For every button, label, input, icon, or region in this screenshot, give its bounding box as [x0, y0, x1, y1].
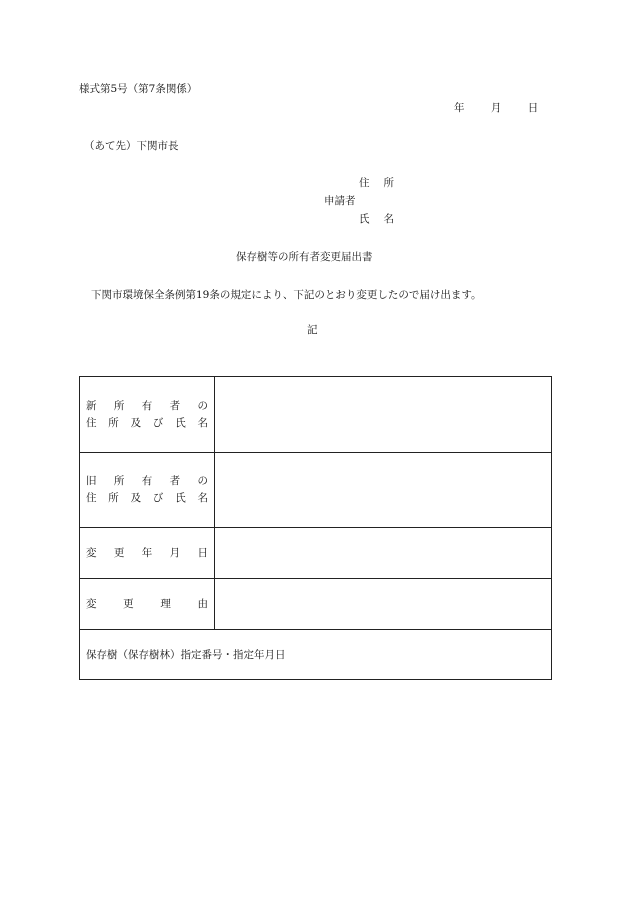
label-line [86, 596, 208, 613]
ki-marker: 記 [307, 324, 318, 336]
label-char: 住 [86, 416, 97, 429]
label-char: 名 [197, 492, 208, 504]
body-text: 下関市環境保全条例第19条の規定により、下記のとおり変更したので届け出ます。 [91, 289, 482, 301]
form-table [79, 376, 552, 680]
label-char: 月 [169, 546, 181, 559]
name-char-2: 名 [383, 213, 394, 225]
table-row [80, 528, 552, 579]
designation-number-label: 保存樹（保存樹林）指定番号・指定年月日 [86, 649, 286, 661]
label-char: 日 [197, 546, 208, 559]
table-row [80, 579, 552, 630]
label-char: 更 [123, 597, 134, 610]
label-char: 所 [113, 399, 125, 412]
label-line [86, 398, 208, 415]
label-char: 者 [169, 399, 181, 412]
label-char: 所 [113, 475, 125, 487]
new-owner-value[interactable] [215, 377, 552, 453]
label-line [86, 545, 208, 562]
label-char: 氏 [175, 416, 186, 429]
change-date-label [80, 528, 215, 579]
table-row [80, 453, 552, 528]
applicant-name-label [359, 211, 394, 226]
date-month: 月 [490, 102, 502, 114]
label-char: 旧 [86, 475, 97, 487]
label-line [86, 490, 208, 507]
table-row [80, 630, 552, 680]
label-char: 住 [86, 492, 97, 504]
label-char: び [152, 492, 164, 504]
label-char: 有 [141, 475, 153, 487]
label-char: 及 [130, 416, 142, 429]
label-char: の [197, 399, 208, 412]
label-line [86, 473, 208, 490]
date-year: 年 [454, 102, 465, 114]
applicant-label: 申請者 [324, 195, 356, 207]
date-line [454, 100, 538, 115]
document-title: 保存樹等の所有者変更届出書 [236, 251, 373, 263]
label-char: び [152, 416, 164, 429]
label-char: 者 [169, 475, 181, 487]
name-char-1: 氏 [359, 213, 370, 225]
label-char: 由 [197, 597, 208, 610]
label-char: 及 [130, 492, 142, 504]
address-char-1: 住 [359, 177, 370, 189]
addressee: （あて先）下関市長 [84, 140, 179, 152]
date-day: 日 [527, 102, 539, 114]
label-char: 所 [108, 416, 119, 429]
label-char: 変 [86, 546, 97, 559]
label-char: 年 [141, 546, 153, 559]
applicant-address-label [359, 175, 394, 190]
label-char: 所 [108, 492, 119, 504]
change-reason-value[interactable] [215, 579, 552, 630]
table-row [80, 377, 552, 453]
label-char: 更 [113, 546, 125, 559]
label-char: 有 [141, 399, 153, 412]
form-number: 様式第5号（第7条関係） [79, 83, 198, 95]
old-owner-label [80, 453, 215, 528]
label-char: 新 [86, 399, 97, 412]
label-char: 名 [197, 416, 208, 429]
old-owner-value[interactable] [215, 453, 552, 528]
label-line [86, 415, 208, 432]
label-char: 理 [160, 597, 171, 610]
label-char: 氏 [175, 492, 186, 504]
address-char-2: 所 [383, 177, 394, 189]
change-reason-label [80, 579, 215, 630]
designation-number-field[interactable] [80, 630, 552, 680]
new-owner-label [80, 377, 215, 453]
label-char: の [197, 475, 208, 487]
label-char: 変 [86, 597, 97, 610]
change-date-value[interactable] [215, 528, 552, 579]
